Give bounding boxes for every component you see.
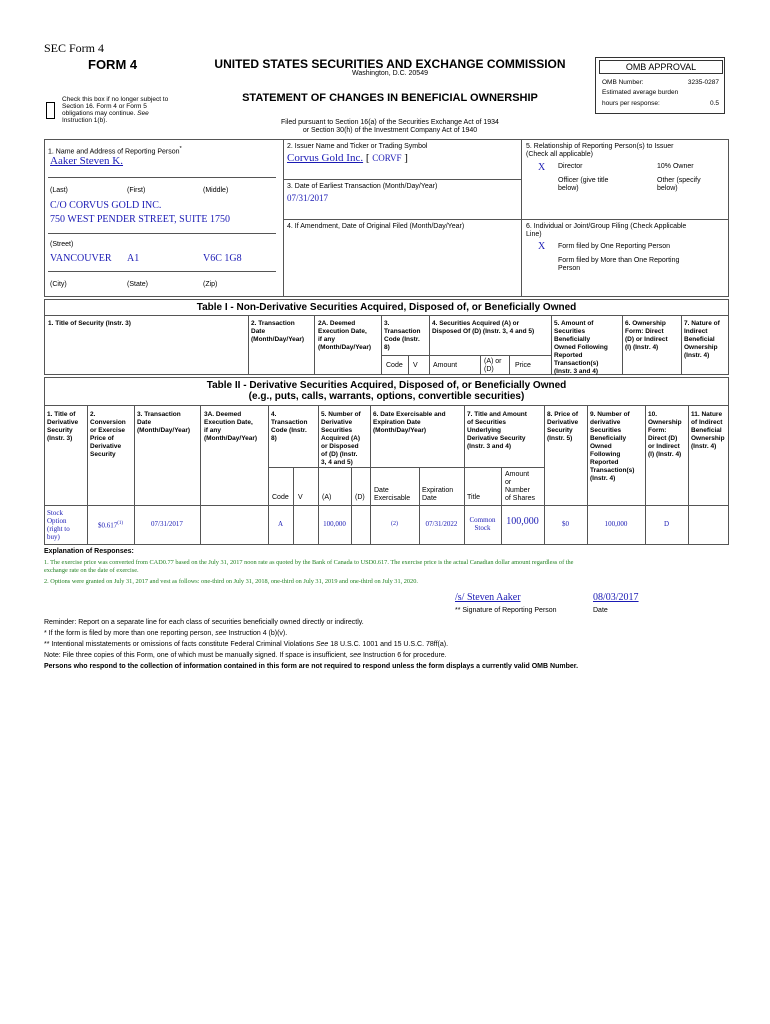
t1-col-code: 3. Transaction Code (Instr. 8) [384, 320, 421, 351]
filed-pursuant-1: Filed pursuant to Section 16(a) of the Securities Exchange Act of 1934 [281, 119, 499, 126]
statement-title: STATEMENT OF CHANGES IN BENEFICIAL OWNERSHIP [242, 92, 538, 104]
officer-label: Officer (give title below) [558, 177, 609, 192]
commission-city: Washington, D.C. 20549 [351, 70, 428, 77]
state-value: A1 [127, 253, 140, 264]
t2-col-number: 5. Number of Derivative Securities Acquired (A) or Disposed of (D) (Instr. 3, 4 and 5) [321, 411, 361, 466]
note-copies: Note: File three copies of this Form, one of which must be manually signed. If space is insufficient, see Instruction 6 for procedure. [44, 652, 447, 659]
one-person-label: Form filed by One Reporting Person [558, 243, 671, 250]
t2-row-price8: $0 [562, 520, 569, 528]
t2-col-code: 4. Transaction Code (Instr. 8) [271, 411, 308, 442]
t2-row-security: Stock Option (right to buy) [47, 509, 70, 541]
issuer-name-line: Corvus Gold Inc. [ CORVF ] [287, 152, 408, 164]
t1-col-nature: 7. Nature of Indirect Beneficial Ownership (Instr. 4) [684, 320, 720, 359]
t2-col-deemed: 3A. Deemed Execution Date, if any (Month/Day/Year) [204, 411, 258, 442]
t1-col-amount: 5. Amount of Securities Beneficially Owned Following Reported Transaction(s) (Instr. 3 and 4) [554, 320, 608, 375]
issuer-ticker: CORVF [372, 153, 402, 163]
t2-col-conversion: 2. Conversion or Exercise Price of Derivative Security [90, 411, 126, 458]
reporting-person-label: 1. Name and Address of Reporting Person* [48, 146, 182, 156]
omb-number-value: 3235-0287 [687, 79, 719, 86]
t1-sub-aord: (A) or (D) [484, 358, 502, 373]
t2-sub-title: Title [467, 494, 480, 501]
t2-sub-d: (D) [355, 494, 365, 501]
date-label: Date [593, 607, 608, 614]
t2-col-underlying: 7. Title and Amount of Securities Underlying Derivative Security (Instr. 3 and 4) [467, 411, 527, 450]
t2-col-exercisable: 6. Date Exercisable and Expiration Date (Month/Day/Year) [373, 411, 446, 434]
filed-pursuant-2: or Section 30(h) of the Investment Company Act of 1940 [302, 127, 478, 134]
issuer-name[interactable]: Corvus Gold Inc. [287, 152, 364, 164]
address-line-1: C/O CORVUS GOLD INC. [50, 200, 162, 211]
signature-date: 08/03/2017 [593, 592, 639, 603]
t2-col-ownership: 10. Ownership Form: Direct (D) or Indirect (I) (Instr. 4) [648, 411, 682, 458]
signature: /s/ Steven Aaker [455, 592, 521, 603]
amendment-label: 4. If Amendment, Date of Original Filed (Month/Day/Year) [287, 223, 465, 230]
street-label: (Street) [50, 241, 74, 248]
no-longer-subject-checkbox[interactable] [46, 102, 55, 119]
address-line-2: 750 WEST PENDER STREET, SUITE 1750 [50, 214, 230, 225]
t2-sub-date-ex: Date Exercisable [374, 487, 411, 502]
last-label: (Last) [50, 187, 68, 194]
omb-title: OMB APPROVAL [599, 60, 723, 74]
first-label: (First) [127, 187, 146, 194]
t2-row-price: $0.617$^{(1)}$ [97, 521, 124, 530]
t1-sub-v: V [413, 362, 418, 369]
t2-col-price: 8. Price of Derivative Security (Instr. 5) [547, 411, 579, 442]
zip-value: V6C 1G8 [203, 253, 242, 264]
zip-label: (Zip) [203, 281, 218, 288]
t2-row-amount-a: 100,000 [323, 520, 346, 528]
t1-sub-amount: Amount [433, 362, 458, 369]
sec-form-label: SEC Form 4 [44, 41, 105, 55]
signature-label: ** Signature of Reporting Person [455, 607, 557, 614]
filing-label: 6. Individual or Joint/Group Filing (Check Applicable Line) [526, 223, 687, 238]
t2-col-owned: 9. Number of derivative Securities Beneficially Owned Following Reported Transaction(s) (Instr. 4) [590, 411, 635, 482]
explanation-title: Explanation of Responses: [44, 548, 134, 555]
t1-col-deemed: 2A. Deemed Execution Date, if any (Month/Day/Year) [318, 320, 372, 351]
explanation-1: 1. The exercise price was converted from CAD0.77 based on the July 31, 2017 noon rate as quoted by the Bank of Canada to USD0.617. The exercise price is the actual Canadian dollar amount regardless of the exchange rate on the date of exercise. [44, 559, 574, 574]
director-check[interactable]: X [538, 162, 546, 173]
director-label: Director [558, 163, 583, 170]
omb-hours-label: hours per response: [602, 100, 660, 107]
t2-sub-exp: Expiration Date [422, 487, 454, 502]
earliest-date: 07/31/2017 [287, 193, 329, 203]
t2-row-owned: 100,000 [604, 520, 628, 528]
relationship-label: 5. Relationship of Reporting Person(s) to Issuer (Check all applicable) [526, 143, 674, 158]
t2-row-exp: 07/31/2022 [425, 520, 458, 528]
t1-sub-price: Price [515, 362, 531, 369]
city-value: VANCOUVER [50, 253, 112, 264]
t2-col-nature: 11. Nature of Indirect Beneficial Ownership (Instr. 4) [691, 411, 725, 450]
t2-sub-code: Code [272, 494, 289, 501]
t1-col-date: 2. Transaction Date (Month/Day/Year) [251, 320, 305, 343]
t1-col-title: 1. Title of Security (Instr. 3) [48, 320, 131, 327]
form-title: FORM 4 [88, 57, 138, 72]
table-2-title: Table II - Derivative Securities Acquired, Disposed of, or Beneficially Owned (e.g., puts, calls, warrants, options, convertible securities) [206, 380, 567, 402]
reminder: Reminder: Report on a separate line for each class of securities beneficially owned directly or indirectly. [44, 619, 364, 626]
omb-hours-value: 0.5 [709, 100, 719, 107]
t2-col-title: 1. Title of Derivative Security (Instr. 3) [47, 411, 79, 442]
more-persons-label: Form filed by More than One Reporting Person [558, 257, 680, 272]
t1-col-acquired: 4. Securities Acquired (A) or Disposed Of (D) (Instr. 3, 4 and 5) [432, 320, 535, 335]
t2-col-date: 3. Transaction Date (Month/Day/Year) [137, 411, 191, 434]
table-1-title: Table I - Non-Derivative Securities Acquired, Disposed of, or Beneficially Owned [196, 302, 577, 313]
t2-row-code: A [277, 520, 284, 528]
state-label: (State) [127, 281, 149, 288]
footnote-double-star: ** Intentional misstatements or omissions of facts constitute Federal Criminal Violations See 18 U.S.C. 1001 and 15 U.S.C. 78ff(a). [44, 641, 449, 648]
t2-sub-a: (A) [322, 494, 332, 501]
t2-sub-amount: Amount or Number of Shares [505, 471, 535, 502]
checkbox-text: Check this box if no longer subject to Section 16. Form 4 or Form 5 obligations may continue. See Instruction 1(b). [62, 96, 169, 124]
t1-sub-code: Code [386, 362, 403, 369]
t2-row-form: D [663, 520, 670, 528]
persons-respond-note: Persons who respond to the collection of information contained in this form are not required to respond unless the form displays a currently valid OMB Number. [44, 663, 579, 670]
t2-row-title: Common Stock [469, 516, 496, 532]
commission-title: UNITED STATES SECURITIES AND EXCHANGE COMMISSION [214, 57, 566, 71]
t1-col-ownership: 6. Ownership Form: Direct (D) or Indirect (I) (Instr. 4) [625, 320, 668, 351]
t2-sub-v: V [298, 494, 303, 501]
omb-burden-label: Estimated average burden [602, 89, 679, 96]
issuer-label: 2. Issuer Name and Ticker or Trading Symbol [287, 143, 428, 150]
omb-approval-box [595, 57, 725, 114]
t2-row-shares: 100,000 [506, 516, 539, 527]
earliest-date-label: 3. Date of Earliest Transaction (Month/Day/Year) [287, 183, 438, 190]
middle-label: (Middle) [203, 187, 229, 194]
footnote-star: * If the form is filed by more than one reporting person, see Instruction 4 (b)(v). [44, 630, 288, 637]
explanation-2: 2. Options were granted on July 31, 2017 and vest as follows: one-third on July 31, 2018, one-third on July 31, 2019 and one-third on July 31, 2020. [44, 578, 418, 585]
reporting-person-name[interactable]: Aaker Steven K. [50, 155, 124, 167]
other-label: Other (specify below) [657, 177, 701, 192]
t2-row-date: 07/31/2017 [151, 520, 183, 528]
t2-row-date-ex: (2) [391, 521, 398, 527]
omb-number-label: OMB Number: [602, 79, 644, 86]
one-person-check[interactable]: X [538, 241, 546, 252]
city-label: (City) [50, 281, 67, 288]
ten-percent-owner-label: 10% Owner [657, 163, 694, 170]
